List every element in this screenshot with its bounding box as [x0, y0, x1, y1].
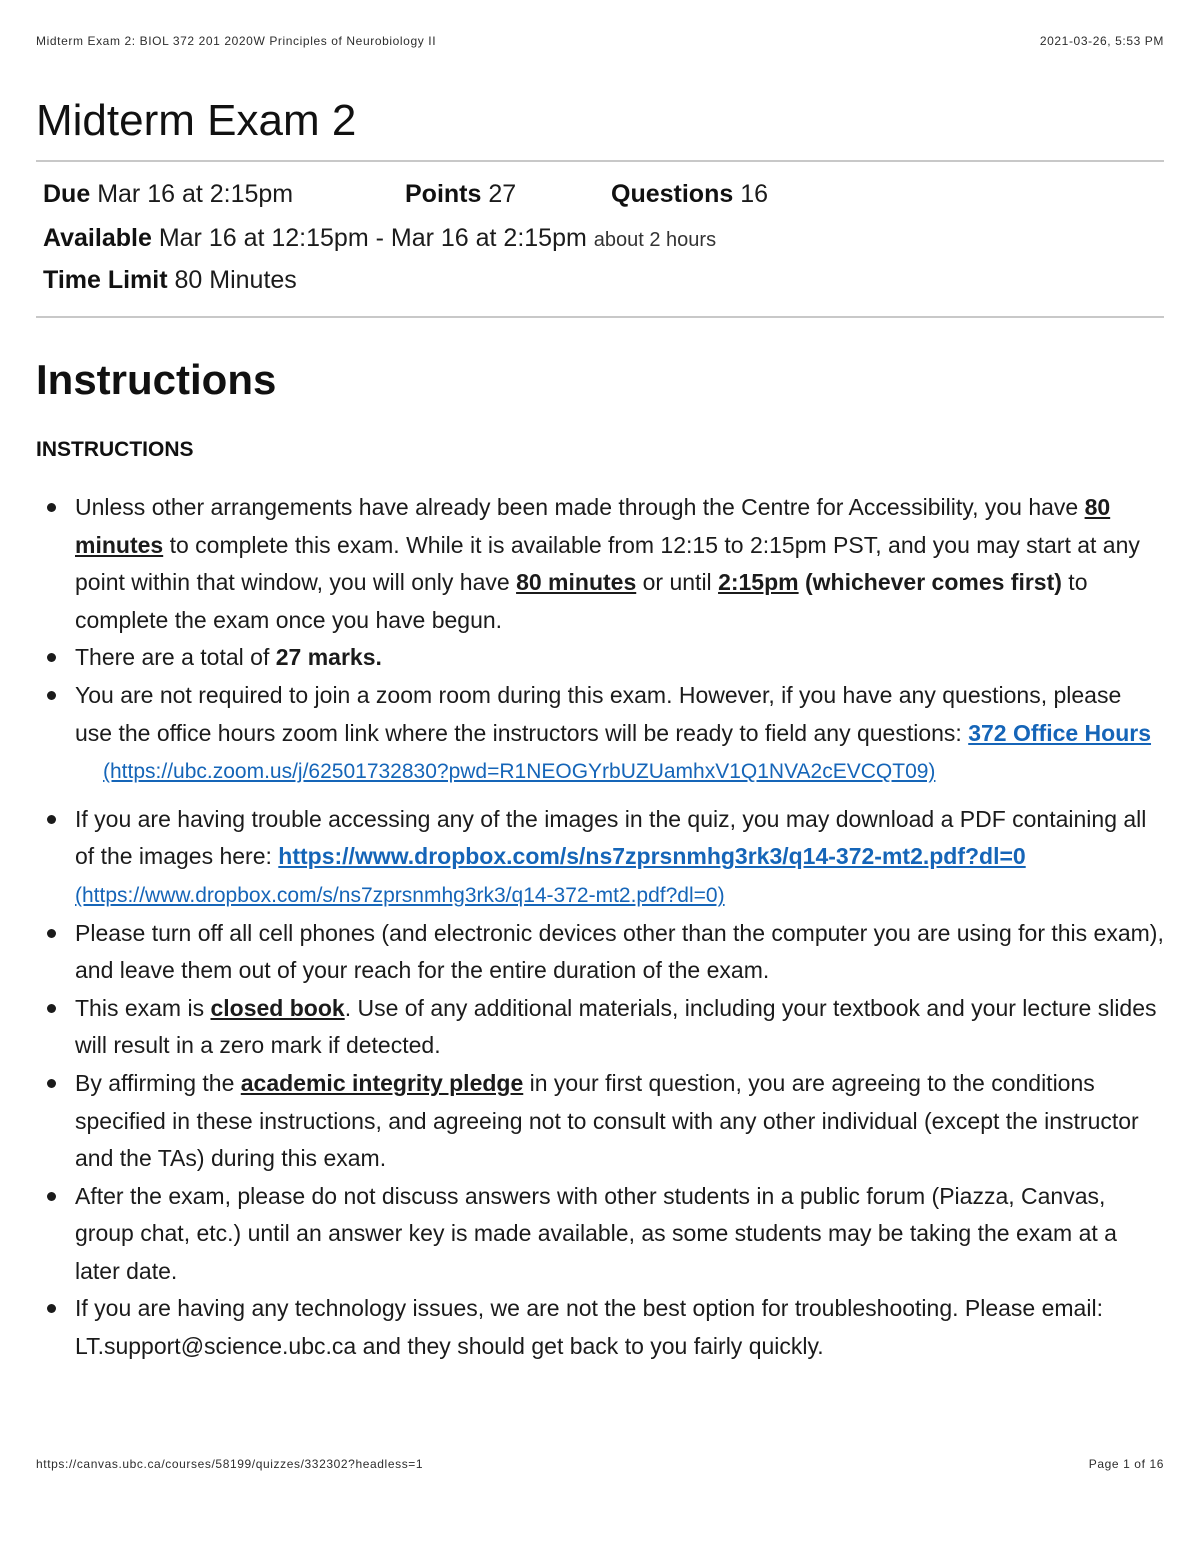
instructions-heading: Instructions	[36, 356, 277, 403]
time-limit-value: 80 Minutes	[174, 266, 297, 294]
print-header-title: Midterm Exam 2: BIOL 372 201 2020W Principles of Neurobiology II	[36, 34, 437, 48]
emphasis-academic-integrity-pledge: academic integrity pledge	[240, 1069, 524, 1096]
points-value: 27	[488, 180, 517, 208]
emphasis-whichever-first: (whichever comes first)	[805, 569, 1062, 596]
list-item: You are not required to join a zoom room during this exam. However, if you have any questions, please use the office hours zoom link where the instructors will be ready to field any questions: 372 Office Hours(https://ubc.zoom.us/j/62501732830?pwd=R1NEOGYrbUZUamhxV1Q1NVA2cEVCQT09)	[75, 677, 1164, 791]
emphasis-deadline: 2:15pm	[718, 569, 799, 596]
emphasis-80-minutes: 80 minutes	[75, 494, 1111, 558]
quiz-details-row-3	[43, 266, 297, 295]
emphasis-total-marks: 27 marks.	[275, 644, 382, 671]
emphasis-80-minutes-2: 80 minutes	[516, 569, 637, 596]
due-label: Due	[43, 180, 91, 208]
list-item: After the exam, please do not discuss answers with other students in a public forum (Piazza, Canvas, group chat, etc.) until an answer key is made available, as some students may be taking the exam at a later date.	[75, 1178, 1164, 1291]
dropbox-pdf-link[interactable]: https://www.dropbox.com/s/ns7zprsnmhg3rk3/q14-372-mt2.pdf?dl=0	[278, 843, 1026, 870]
questions-detail	[611, 180, 768, 209]
list-item: By affirming the academic integrity pledge in your first question, you are agreeing to the conditions specified in these instructions, and agreeing not to consult with any other individual (except the instructor and the TAs) during this exam.	[75, 1065, 1164, 1178]
emphasis-closed-book: closed book	[210, 994, 345, 1021]
list-item: This exam is closed book. Use of any additional materials, including your textbook and your lecture slides will result in a zero mark if detected.	[75, 990, 1164, 1065]
instructions-list	[75, 489, 1164, 1366]
available-value: Mar 16 at 12:15pm - Mar 16 at 2:15pm	[158, 224, 587, 252]
quiz-details-row-2	[43, 224, 716, 253]
points-label: Points	[405, 180, 482, 208]
available-label: Available	[43, 224, 152, 252]
office-hours-link[interactable]: 372 Office Hours	[968, 719, 1152, 746]
questions-value: 16	[740, 180, 769, 208]
due-detail	[43, 180, 293, 209]
divider-bottom	[36, 316, 1164, 318]
points-detail	[405, 180, 516, 209]
instructions-subheading: INSTRUCTIONS	[36, 438, 194, 461]
due-value: Mar 16 at 2:15pm	[97, 180, 294, 208]
page-title: Midterm Exam 2	[36, 96, 357, 145]
divider-top	[36, 160, 1164, 162]
list-item: Unless other arrangements have already been made through the Centre for Accessibility, you have 80 minutes to complete this exam. While it is available from 12:15 to 2:15pm PST, and you may start at any point within that window, you will only have 80 minutes or until 2:15pm (whichever comes first) to complete the exam once you have begun.	[75, 489, 1164, 639]
print-footer	[36, 1457, 1164, 1471]
available-duration: about 2 hours	[593, 229, 717, 251]
print-footer-url: https://canvas.ubc.ca/courses/58199/quizzes/332302?headless=1	[36, 1457, 424, 1471]
print-header-timestamp: 2021-03-26, 5:53 PM	[1039, 34, 1164, 48]
page-number: Page 1 of 16	[1088, 1457, 1164, 1471]
list-item: If you are having trouble accessing any of the images in the quiz, you may download a PDF containing all of the images here: https://www.dropbox.com/s/ns7zprsnmhg3rk3/q14-372-mt2.pdf?dl=0(https://www.dropbox.com/s/ns7zprsnmhg3rk3/q14-372-mt2.pdf?dl=0)	[75, 801, 1164, 915]
questions-label: Questions	[611, 180, 734, 208]
list-item: There are a total of 27 marks.	[75, 639, 1164, 677]
office-hours-url-link[interactable]: (https://ubc.zoom.us/j/62501732830?pwd=R1NEOGYrbUZUamhxV1Q1NVA2cEVCQT09)	[103, 760, 936, 784]
list-item: Please turn off all cell phones (and electronic devices other than the computer you are using for this exam), and leave them out of your reach for the entire duration of the exam.	[75, 915, 1164, 990]
time-limit-label: Time Limit	[43, 266, 168, 294]
print-header	[36, 34, 1164, 48]
dropbox-pdf-url-link[interactable]: (https://www.dropbox.com/s/ns7zprsnmhg3rk3/q14-372-mt2.pdf?dl=0)	[75, 883, 725, 907]
list-item: If you are having any technology issues, we are not the best option for troubleshooting. Please email: LT.support@science.ubc.ca and they should get back to you fairly quickly.	[75, 1290, 1164, 1365]
